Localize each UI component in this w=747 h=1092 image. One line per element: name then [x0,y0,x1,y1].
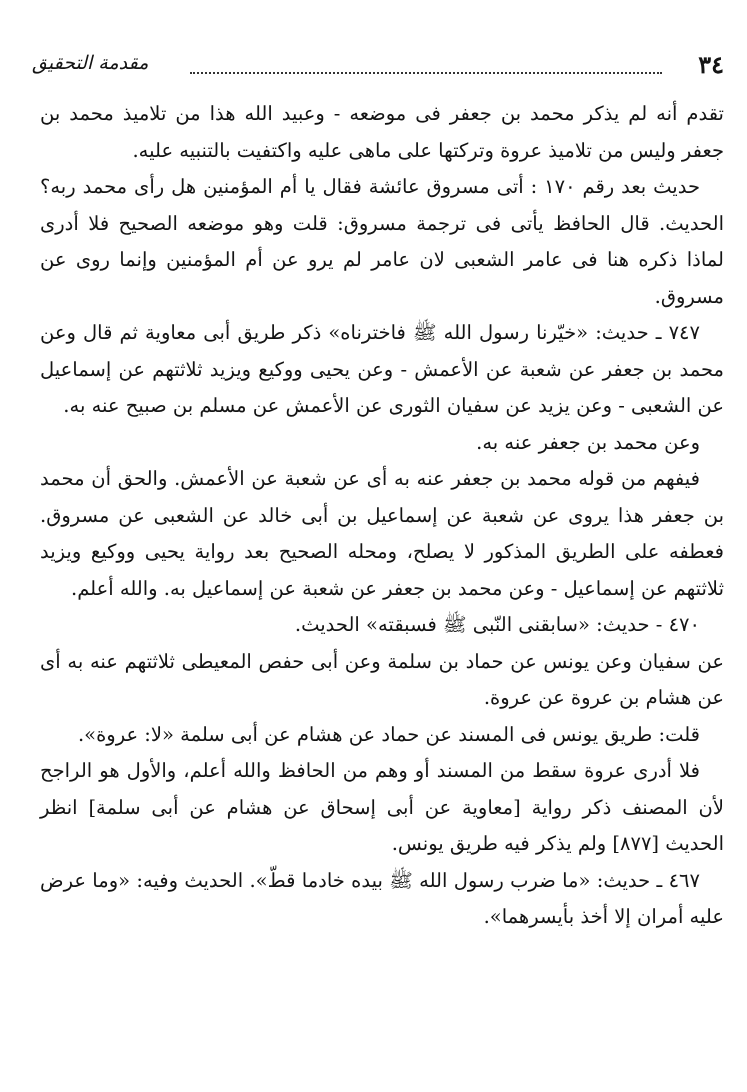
paragraph: حديث بعد رقم ١٧٠ : أتى مسروق عائشة فقال يا أم المؤمنين هل رأى محمد ربه؟ الحديث. قال الحافظ يأتى فى ترجمة مسروق: قلت وهو موضعه الصحيح فلا أدرى لماذا ذكره هنا فى عامر الشعبى لان عامر لم يرو عن أم المؤمنين وإنما روى عن مسروق. [40,175,724,308]
paragraph: فلا أدرى عروة سقط من المسند أو وهم من الحافظ والله أعلم، والأول هو الراجح لأن المصنف ذكر رواية [معاوية عن أبى إسحاق عن هشام عن أبى سلمة] انظر الحديث [٨٧٧] ولم يذكر فيه طريق يونس. [40,759,724,855]
paragraph: فيفهم من قوله محمد بن جعفر عنه به أى عن شعبة عن الأعمش. والحق أن محمد بن جعفر هذا يروى عن شعبة عن إسماعيل بن أبى خالد عن الشعبى عن مسروق. فعطفه على الطريق المذكور لا يصلح، ومحله الصحيح بعد رواية يحيى ووكيع ويزيد ثلاثتهم عن إسماعيل - وعن محمد بن جعفر عن شعبة عن إسماعيل به. والله أعلم. [40,467,724,600]
paragraph: قلت: طريق يونس فى المسند عن حماد عن هشام عن أبى سلمة «لا: عروة». [77,722,700,746]
paragraph: وعن محمد بن جعفر عنه به. [476,430,700,454]
page-number: ٣٤ [698,50,724,79]
paragraph: تقدم أنه لم يذكر محمد بن جعفر فى موضعه - وعبيد الله هذا من تلاميذ محمد بن جعفر وليس من تلاميذ عروة وتركتها على ماهى عليه واكتفيت بالتنبيه عليه. [40,102,724,162]
page-header [32,44,728,84]
running-title: مقدمة التحقيق [32,52,149,74]
paragraph: ٤٧٠ - حديث: «سابقنى النّبى ﷺ فسبقته» الحديث. [294,613,700,636]
body-text [40,96,724,936]
paragraph: ٧٤٧ ـ حديث: «خيّرنا رسول الله ﷺ فاخترناه» ذكر طريق أبى معاوية ثم قال وعن محمد بن جعفر عن شعبة عن الأعمش - وعن يحيى ووكيع ويزيد ثلاثتهم عن إسماعيل عن الشعبى - وعن يزيد عن سفيان الثورى عن الأعمش عن مسلم بن صبيح عنه به. [40,321,724,417]
paragraph: ٤٦٧ ـ حديث: «ما ضرب رسول الله ﷺ بيده خادما قطّ». الحديث وفيه: «وما عرض عليه أمران إلا أخذ بأيسرهما». [40,868,724,928]
paragraph: عن سفيان وعن يونس عن حماد بن سلمة وعن أبى حفص المعيطى ثلاثتهم عنه به أى عن هشام بن عروة عن عروة. [40,649,724,709]
header-dotted-rule [190,72,662,74]
